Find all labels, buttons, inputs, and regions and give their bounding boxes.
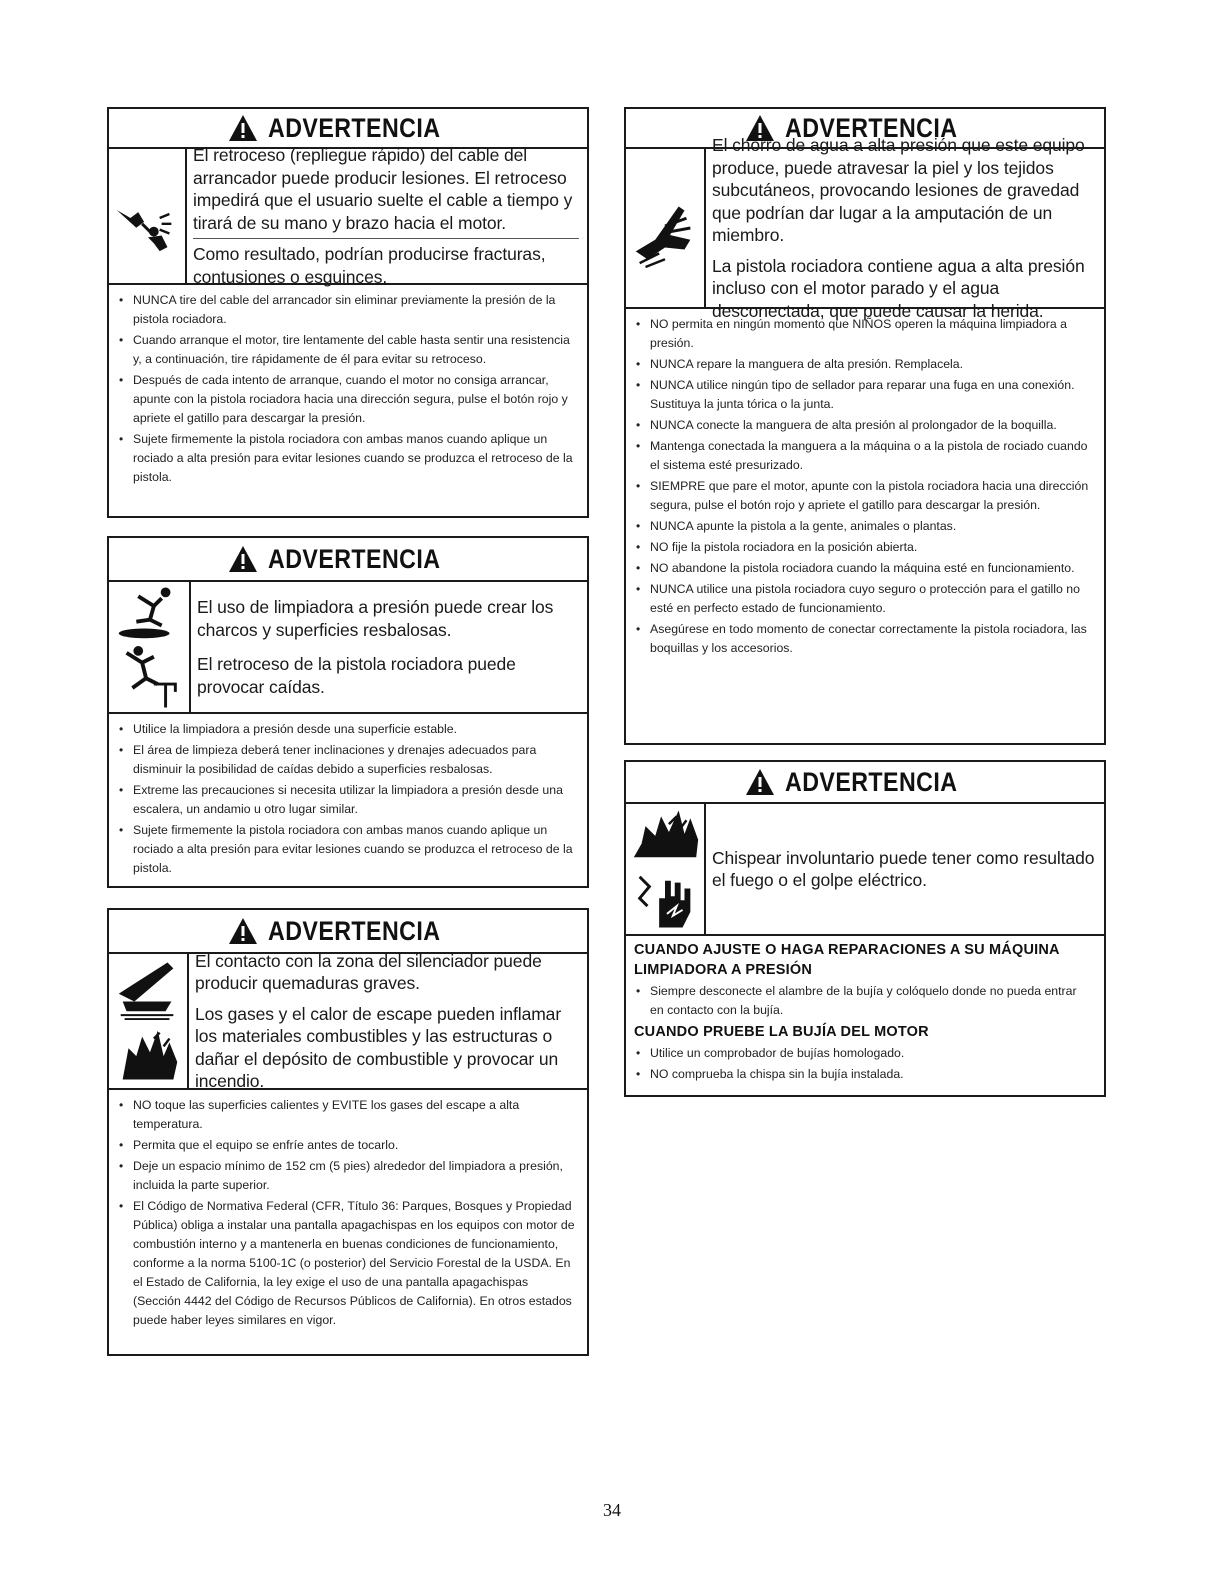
warning-message: La pistola rociadora contiene agua a alta presión incluso con el motor parado y el agua desconectada, que puede causar la herida. — [712, 255, 1085, 321]
safety-list — [626, 1042, 1104, 1092]
list-item: • NUNCA apunte la pistola a la gente, animales o plantas. — [636, 517, 1092, 536]
list-item: • NUNCA utilice ningún tipo de sellador para reparar una fuga en una conexión. Sustituya la junta tórica o la junta. — [636, 376, 1092, 414]
safety-list — [626, 309, 1104, 666]
injection-injury-icon — [626, 149, 706, 307]
hot-surface-fire-icon — [109, 954, 189, 1088]
warning-title: ADVERTENCIA — [784, 112, 958, 143]
list-item: • NO fije la pistola rociadora en la posición abierta. — [636, 538, 1092, 557]
kickback-icon — [109, 149, 187, 283]
warning-message: El uso de limpiadora a presión puede crear los charcos y superficies resbalosas. — [197, 597, 554, 640]
warning-header — [109, 538, 587, 582]
warning-triangle-icon — [228, 545, 258, 573]
warning-header — [109, 109, 587, 149]
safety-list — [109, 1090, 587, 1338]
warning-header — [626, 762, 1104, 804]
list-item: • Sujete firmemente la pistola rociadora con ambas manos cuando aplique un rociado a alta presión para evitar lesiones cuando se produzca el retroceso de la pistola. — [119, 430, 575, 487]
warning-header — [109, 910, 587, 954]
warning-title: ADVERTENCIA — [267, 543, 441, 574]
warning-message: El chorro de agua a alta presión que este equipo produce, puede atravesar la piel y los tejidos subcutáneos, provocando lesiones de gravedad que podrían dar lugar a la amputación de un miembro. — [712, 135, 1085, 245]
list-item: • Deje un espacio mínimo de 152 cm (5 pies) alrededor del limpiadora a presión, incluida la parte superior. — [119, 1157, 575, 1195]
warning-message: El retroceso de la pistola rociadora puede provocar caídas. — [197, 654, 516, 697]
list-item: • Utilice la limpiadora a presión desde una superficie estable. — [119, 720, 575, 739]
list-item: • Siempre desconecte el alambre de la bujía y colóquelo donde no pueda entrar en contacto con la bujía. — [636, 982, 1092, 1020]
warning-message: Como resultado, podrían producirse fracturas, contusiones o esguinces. — [193, 244, 546, 287]
list-item: • NO comprueba la chispa sin la bujía instalada. — [636, 1065, 1092, 1084]
list-item: • El área de limpieza deberá tener inclinaciones y drenajes adecuados para disminuir la posibilidad de caídas debido a superficies resbalosas. — [119, 741, 575, 779]
list-item: • Utilice un comprobador de bujías homologado. — [636, 1044, 1092, 1063]
warning-title: ADVERTENCIA — [267, 112, 441, 143]
list-item: • El Código de Normativa Federal (CFR, Título 36: Parques, Bosques y Propiedad Pública) obliga a instalar una pantalla apagachispas en los equipos con motor de combustión interno y a mantenerla en buenas condiciones de funcionamiento, conforme a la norma 5100-1C (o posterior) del Servicio Forestal de la USDA. En el Estado de California, la ley exige el uso de una pantalla apagachispas (Sección 4442 del Código de Recursos Públicos de California). En otros estados puede haber leyes similares en vigor. — [119, 1197, 575, 1330]
list-item: • Permita que el equipo se enfríe antes de tocarlo. — [119, 1136, 575, 1155]
list-item: • NUNCA repare la manguera de alta presión. Remplacela. — [636, 355, 1092, 374]
warning-message: Los gases y el calor de escape pueden inflamar los materiales combustibles y las estructuras o dañar el depósito de combustible y provocar un incendio. — [195, 1003, 562, 1091]
warning-triangle-icon — [745, 768, 775, 796]
section-subheading: CUANDO PRUEBE LA BUJÍA DEL MOTOR — [634, 1024, 929, 1040]
list-item: • NUNCA tire del cable del arrancador sin eliminar previamente la presión de la pistola rociadora. — [119, 291, 575, 329]
list-item: • Mantenga conectada la manguera a la máquina o a la pistola de rociado cuando el sistema esté presurizado. — [636, 437, 1092, 475]
list-item: • Después de cada intento de arranque, cuando el motor no consiga arrancar, apunte con la pistola rociadora hacia una dirección segura, pulse el botón rojo y apriete el gatillo para descargar la presión. — [119, 371, 575, 428]
warning-box-hot-muffler — [107, 908, 589, 1356]
list-item: • NO abandone la pistola rociadora cuando la máquina esté en funcionamiento. — [636, 559, 1092, 578]
warning-box-starter-cord — [107, 107, 589, 518]
warning-title: ADVERTENCIA — [784, 766, 958, 797]
list-item: • Asegúrese en todo momento de conectar correctamente la pistola rociadora, las boquillas y los accesorios. — [636, 620, 1092, 658]
warning-message: Chispear involuntario puede tener como resultado el fuego o el golpe eléctrico. — [712, 847, 1095, 890]
warning-title: ADVERTENCIA — [267, 915, 441, 946]
list-item: • SIEMPRE que pare el motor, apunte con la pistola rociadora hacia una dirección segura, pulse el botón rojo y apriete el gatillo para descargar la presión. — [636, 477, 1092, 515]
warning-box-accidental-spark — [624, 760, 1106, 1097]
safety-list — [109, 285, 587, 495]
warning-triangle-icon — [228, 114, 258, 142]
warning-message: El contacto con la zona del silenciador puede producir quemaduras graves. — [195, 950, 542, 993]
list-item: • NO toque las superficies calientes y EVITE los gases del escape a alta temperatura. — [119, 1096, 575, 1134]
list-item: • NUNCA conecte la manguera de alta presión al prolongador de la boquilla. — [636, 416, 1092, 435]
section-subheading: CUANDO AJUSTE O HAGA REPARACIONES A SU MÁQUINA LIMPIADORA A PRESIÓN — [634, 942, 1060, 978]
list-item: • Cuando arranque el motor, tire lentamente del cable hasta sentir una resistencia y, a continuación, tire rápidamente de él para evitar su retroceso. — [119, 331, 575, 369]
fire-shock-icon — [626, 804, 706, 934]
slip-fall-icon — [109, 582, 191, 712]
warning-box-slippery-surfaces — [107, 536, 589, 888]
warning-message: El retroceso (repliegue rápido) del cable del arrancador puede producir lesiones. El retroceso impedirá que el usuario suelte el cable a tiempo y tirará de su mano y brazo hacia el motor. — [193, 144, 579, 239]
safety-list — [109, 714, 587, 886]
page-number: 34 — [603, 1500, 621, 1520]
list-item: • Extreme las precauciones si necesita utilizar la limpiadora a presión desde una escalera, un andamio u otro lugar similar. — [119, 781, 575, 819]
list-item: • NO permita en ningún momento que NIÑOS operen la máquina limpiadora a presión. — [636, 315, 1092, 353]
list-item: • Sujete firmemente la pistola rociadora con ambas manos cuando aplique un rociado a alta presión para evitar lesiones cuando se produzca el retroceso de la pistola. — [119, 821, 575, 878]
safety-list — [626, 980, 1104, 1020]
warning-box-high-pressure-spray — [624, 107, 1106, 745]
warning-triangle-icon — [228, 917, 258, 945]
list-item: • NUNCA utilice una pistola rociadora cuyo seguro o protección para el gatillo no esté en perfecto estado de funcionamiento. — [636, 580, 1092, 618]
